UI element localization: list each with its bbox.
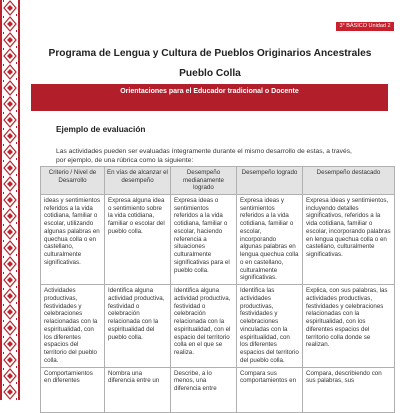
- people-title: Pueblo Colla: [179, 68, 241, 79]
- grade-unit-badge: 3° BÁSICO Unidad 2: [336, 22, 394, 31]
- table-cell: Expresa ideas y sentimientos, incluyendo detalles significativos, referidos a la vida cotidiana, familiar o escolar, incorporando palabras en lengua quechua colla o en castellano, culturalmente significativas.: [303, 194, 395, 284]
- table-cell: Comportamientos en diferentes: [41, 367, 105, 412]
- table-row: [41, 194, 395, 284]
- table-cell: Describe, a lo menos, una diferencia entre: [171, 367, 237, 412]
- program-title: Programa de Lengua y Cultura de Pueblos Originarios Ancestrales: [48, 48, 372, 59]
- decorative-border: [0, 0, 20, 400]
- table-cell: Compara sus comportamientos en: [237, 367, 303, 412]
- table-cell: Actividades productivas, festividades y celebraciones relacionadas con la espiritualidad, con los diferentes espacios del territorio del pueblo colla.: [41, 285, 105, 368]
- table-cell: Identifica alguna actividad productiva, festividad o celebración relacionada con la espiritualidad, con el espacio del territorio colla en el que se realiza.: [171, 285, 237, 368]
- table-cell: Expresa alguna idea o sentimiento sobre la vida cotidiana, familiar o escolar del pueblo colla.: [105, 194, 171, 284]
- intro-paragraph: [56, 147, 386, 166]
- header-level-1: En vías de alcanzar el desempeño: [105, 167, 171, 195]
- banner-text: Orientaciones para el Educador tradicional o Docente: [120, 88, 299, 95]
- table-row: [41, 367, 395, 412]
- table-cell: Explica, con sus palabras, las actividades productivas, festividades y celebraciones relacionadas con la espiritualidad, con los diferentes espacios del territorio colla donde se realizan.: [303, 285, 395, 368]
- table-cell: Nombra una diferencia entre un: [105, 367, 171, 412]
- table-header-row: [41, 167, 395, 195]
- table-cell: Compara, describiendo con sus palabras, sus: [303, 367, 395, 412]
- header-level-3: Desempeño logrado: [237, 167, 303, 195]
- table-cell: Expresa ideas y sentimientos referidos a la vida cotidiana, familiar o escolar, incorporando algunas palabras en lengua quechua colla o en castellano, culturalmente significativas.: [237, 194, 303, 284]
- intro-line-1: Las actividades pueden ser evaluadas íntegramente durante el mismo desarrollo de estas, a través,: [56, 148, 352, 155]
- section-heading: Ejemplo de evaluación: [56, 124, 146, 134]
- header-criterion: Criterio / Nivel de Desarrollo: [41, 167, 105, 195]
- table-cell: ideas y sentimientos referidos a la vida cotidiana, familiar o escolar, utilizando algunas palabras en quechua colla o en castellano, culturalmente significativas.: [41, 194, 105, 284]
- header-level-4: Desempeño destacado: [303, 167, 395, 195]
- header-level-2: Desempeño medianamente logrado: [171, 167, 237, 195]
- intro-line-2: por ejemplo, de una rúbrica como la siguiente:: [56, 157, 194, 165]
- table-cell: Identifica alguna actividad productiva, festividad o celebración relacionada con la espiritualidad del pueblo colla.: [105, 285, 171, 368]
- rubric-table: [40, 166, 395, 413]
- table-row: [41, 285, 395, 368]
- table-cell: Expresa ideas o sentimientos referidos a la vida cotidiana, familiar o escolar, haciendo referencia a situaciones culturalmente significativas para el pueblo colla.: [171, 194, 237, 284]
- table-cell: Identifica las actividades productivas, festividades y celebraciones vinculadas con la espiritualidad, con los diferentes espacios del territorio del pueblo colla.: [237, 285, 303, 368]
